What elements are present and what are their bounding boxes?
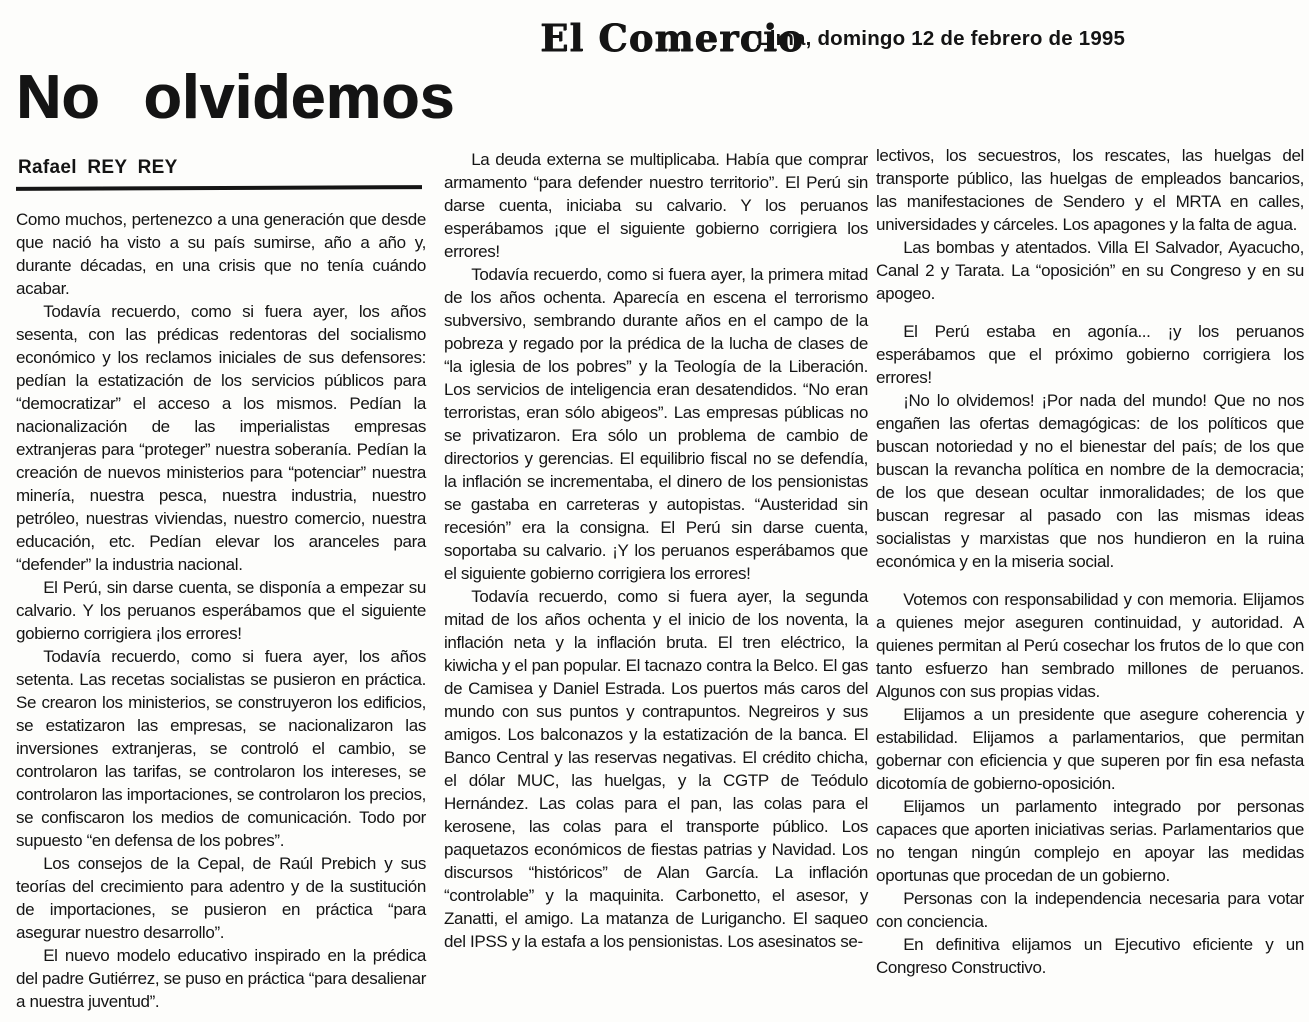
paragraph: Como muchos, pertenezco a una generación que desde que nació ha visto a su país sumirse, año a año y, durante décadas, en una crisis que no tenía cuándo acabar.	[16, 210, 426, 298]
paragraph: ¡No lo olvidemos! ¡Por nada del mundo! Que no nos engañen las ofertas demagógicas: de los políticos que buscan notoriedad y no el bienestar del país; de los que buscan la revancha política en nombre de la democracia; de los que desean ocultar inmoralidades; de los que buscan regresar al pasado con las mismas ideas socialistas y marxistas que nos hundieron en la ruina económica y en la miseria social.	[876, 391, 1304, 571]
paragraph: El nuevo modelo educativo inspirado en la prédica del padre Gutiérrez, se puso en práctica “para desalienar a nuestra juventud”.	[16, 946, 427, 1011]
paragraph: Votemos con responsabilidad y con memoria. Elijamos a quienes mejor aseguren continuidad, y autoridad. A quienes permitan al Perú cosechar los frutos de lo que con tanto esfuerzo han sembrado millones de peruanos. Algunos con sus propias vidas.	[876, 590, 1304, 701]
paragraph: La deuda externa se multiplicaba. Había que comprar armamento “para defender nuestro territorio”. El Perú sin darse cuenta, iniciaba su calvario. Y los peruanos esperábamos ¡que el siguiente gobierno corrigiera los errores!	[444, 150, 868, 261]
paragraph: Todavía recuerdo, como si fuera ayer, los años setenta. Las recetas socialistas se pusieron en práctica. Se crearon los ministerios, se construyeron los edificios, se estatizaron las empresas, se nacionalizaron las inversiones extranjeras, se controló el cambio, se controlaron las tarifas, se controlaron los intereses, se controlaron las importaciones, se controlaron los precios, se confiscaron los medios de comunicación. Todo por supuesto “en defensa de los pobres”.	[16, 647, 426, 850]
paragraph: Elijamos un parlamento integrado por personas capaces que aporten iniciativas serias. Parlamentarios que no tengan ningún complejo en apoyar las medidas oportunas que procedan de un gobierno.	[876, 797, 1304, 885]
masthead-dateline: Lima, domingo 12 de febrero de 1995	[757, 27, 1126, 50]
article-headline: No olvidemos	[16, 63, 455, 132]
paragraph: En definitiva elijamos un Ejecutivo eficiente y un Congreso Constructivo.	[876, 935, 1304, 977]
article-column-2	[444, 148, 868, 953]
paragraph: Todavía recuerdo, como si fuera ayer, los años sesenta, con las prédicas redentoras del socialismo económico y los reclamos iniciales de sus defensores: pedían la estatización de los servicios públicos para “democratizar” el acceso a los mismos. Pedían la nacionalización de las imperialistas empresas extranjeras para “proteger” nuestra soberanía. Pedían la creación de nuevos ministerios para “potenciar” nuestra minería, nuestra pesca, nuestra industria, nuestro petróleo, nuestras viviendas, nuestro comercio, nuestra educación, etc. Pedían elevar los aranceles para “defender” la industria nacional.	[16, 302, 426, 574]
paragraph: Elijamos a un presidente que asegure coherencia y estabilidad. Elijamos a parlamentarios, que permitan gobernar con eficiencia y que superen por fin esa nefasta dicotomía de gobierno-oposición.	[876, 705, 1304, 793]
paragraph: lectivos, los secuestros, los rescates, las huelgas del transporte público, las huelgas de empleados bancarios, las manifestaciones de Sendero y el MRTA en calles, universidades y cárceles. Los apagones y la falta de agua.	[876, 146, 1304, 234]
paragraph: El Perú, sin darse cuenta, se disponía a empezar su calvario. Y los peruanos esperábamos que el siguiente gobierno corrigiera ¡los errores!	[16, 578, 426, 643]
article-column-1	[16, 208, 426, 1013]
paragraph: El Perú estaba en agonía... ¡y los peruanos esperábamos que el próximo gobierno corrigiera los errores!	[876, 322, 1304, 387]
paragraph: Personas con la independencia necesaria para votar con conciencia.	[876, 889, 1304, 931]
paragraph: Todavía recuerdo, como si fuera ayer, la primera mitad de los años ochenta. Aparecía en escena el terrorismo subversivo, sembrando durante años en el campo de la pobreza y regado por la prédica de la lucha de clases de “la iglesia de los pobres” y la Teología de la Liberación. Los servicios de inteligencia eran desatendidos. “No eran terroristas, eran sólo abigeos”. Las empresas públicas no se privatizaron. Era sólo un problema de cambio de directorios y gerencias. El equilibrio fiscal no se defendía, la inflación se incrementaba, el dinero de los pensionistas se gastaba en carreteras y autopistas. “Austeridad sin recesión” era la consigna. El Perú sin darse cuenta, soportaba su calvario. ¡Y los peruanos esperábamos que el siguiente gobierno corrigiera los errores!	[444, 265, 868, 583]
byline-rule	[16, 185, 422, 191]
article-byline: Rafael REY REY	[18, 157, 178, 178]
article-column-3	[876, 144, 1304, 979]
paragraph: Todavía recuerdo, como si fuera ayer, la segunda mitad de los años ochenta y el inicio de los noventa, la inflación neta y la inflación bruta. El tren eléctrico, la kiwicha y el pan popular. El tacnazo contra la Belco. El gas de Camisea y Daniel Estrada. Los puertos más caros del mundo con sus puntos y contrapuntos. Negreiros y sus amigos. Los balconazos y la estatización de la banca. El Banco Central y las reservas negativas. El crédito chicha, el dólar MUC, las huelgas, y la CGTP de Teódulo Hernández. Las colas para el pan, las colas para el kerosene, las colas para el transporte público. Los paquetazos económicos de fiestas patrias y Navidad. Los discursos “históricos” de Alan García. La inflación “controlable” y la maquinita. Carbonetto, el asesor, y Zanatti, el amigo. La matanza de Lurigancho. El saqueo del IPSS y la estafa a los pensionistas. Los asesinatos se-	[444, 587, 868, 951]
masthead-title: El Comercio	[540, 16, 804, 60]
paragraph: Las bombas y atentados. Villa El Salvador, Ayacucho, Canal 2 y Tarata. La “oposición” en su Congreso y en su apogeo.	[876, 238, 1304, 303]
paragraph: Los consejos de la Cepal, de Raúl Prebich y sus teorías del crecimiento para adentro y de la sustitución de importaciones, se pusieron en práctica “para asegurar nuestro desarrollo”.	[16, 854, 426, 942]
